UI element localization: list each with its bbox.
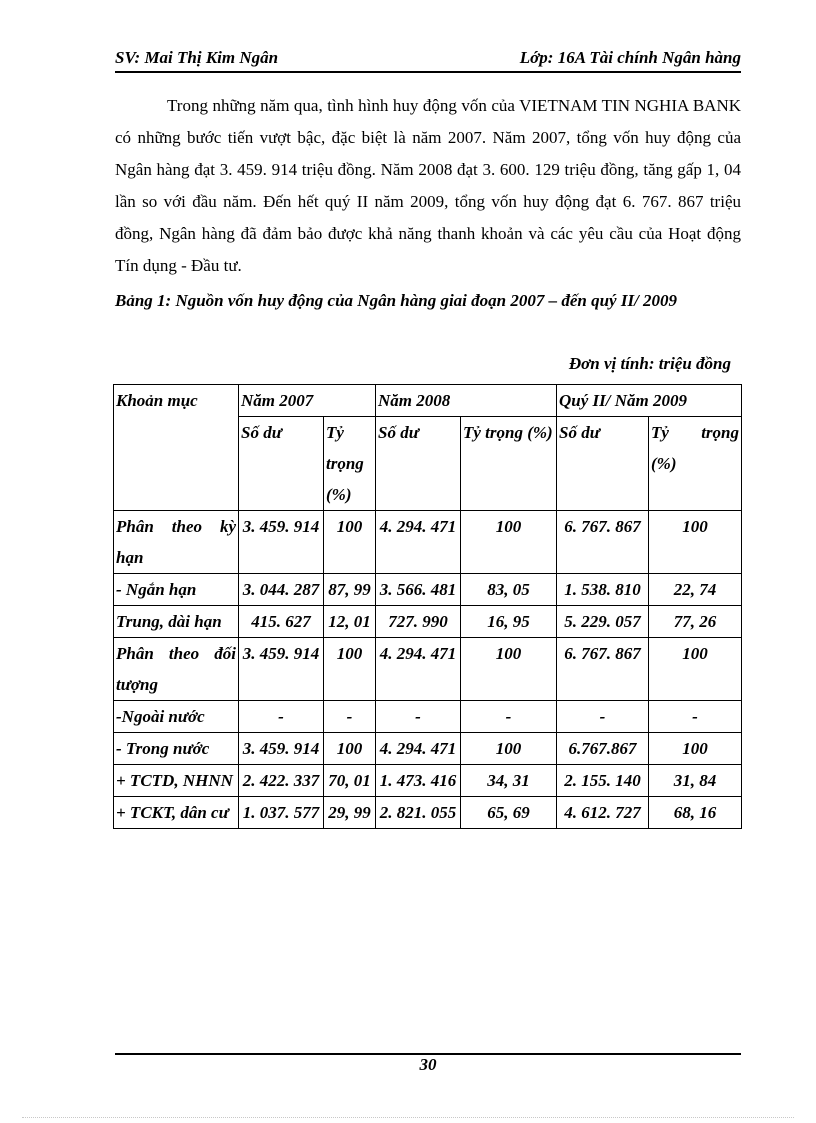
cell-ratio: 100 — [649, 638, 742, 701]
row-label: + TCTD, NHNN — [114, 765, 239, 797]
cell-balance: 4. 294. 471 — [376, 511, 461, 574]
cell-balance: 2. 422. 337 — [239, 765, 324, 797]
page-edge — [22, 1117, 794, 1118]
cell-balance: 2. 155. 140 — [557, 765, 649, 797]
cell-balance: 6. 767. 867 — [557, 511, 649, 574]
table-body — [114, 511, 742, 829]
cell-ratio: 12, 01 — [324, 606, 376, 638]
header-period-2007: Năm 2007 — [239, 385, 376, 417]
cell-balance: 1. 473. 416 — [376, 765, 461, 797]
header-period-2008: Năm 2008 — [376, 385, 557, 417]
cell-balance: 5. 229. 057 — [557, 606, 649, 638]
header-class: Lớp: 16A Tài chính Ngân hàng — [519, 48, 741, 67]
cell-ratio: - — [324, 701, 376, 733]
cell-ratio: 29, 99 — [324, 797, 376, 829]
header-author: SV: Mai Thị Kim Ngân — [115, 48, 279, 67]
cell-ratio: 22, 74 — [649, 574, 742, 606]
table-row — [114, 797, 742, 829]
table-row — [114, 511, 742, 574]
header-divider — [115, 71, 741, 73]
cell-balance: 6. 767. 867 — [557, 638, 649, 701]
table-header-row — [114, 385, 742, 417]
subheader-ratio: Tỷ trọng (%) — [461, 417, 557, 511]
table-row — [114, 765, 742, 797]
cell-ratio: 100 — [324, 638, 376, 701]
cell-ratio: 34, 31 — [461, 765, 557, 797]
cell-balance: 1. 538. 810 — [557, 574, 649, 606]
cell-balance: 6.767.867 — [557, 733, 649, 765]
cell-ratio: 100 — [461, 638, 557, 701]
cell-ratio: 100 — [649, 733, 742, 765]
row-label: Phân theo kỳ hạn — [114, 511, 239, 574]
cell-balance: 4. 612. 727 — [557, 797, 649, 829]
cell-balance: - — [376, 701, 461, 733]
cell-ratio: - — [461, 701, 557, 733]
table-row — [114, 638, 742, 701]
table-row — [114, 733, 742, 765]
cell-ratio: 100 — [461, 511, 557, 574]
cell-ratio: 68, 16 — [649, 797, 742, 829]
row-label: + TCKT, dân cư — [114, 797, 239, 829]
subheader-ratio: Tỷ trọng (%) — [324, 417, 376, 511]
table-row — [114, 606, 742, 638]
cell-balance: 4. 294. 471 — [376, 733, 461, 765]
row-label: Trung, dài hạn — [114, 606, 239, 638]
cell-ratio: 100 — [461, 733, 557, 765]
header-item: Khoản mục — [114, 385, 239, 511]
cell-balance: 415. 627 — [239, 606, 324, 638]
cell-ratio: 65, 69 — [461, 797, 557, 829]
table-caption: Bảng 1: Nguồn vốn huy động của Ngân hàng giai đoạn 2007 – đến quý II/ 2009 — [115, 291, 678, 310]
row-label: Phân theo đối tượng — [114, 638, 239, 701]
cell-balance: - — [557, 701, 649, 733]
cell-ratio: 100 — [324, 511, 376, 574]
table-row — [114, 701, 742, 733]
cell-ratio: - — [649, 701, 742, 733]
page-header — [115, 48, 741, 72]
cell-balance: 727. 990 — [376, 606, 461, 638]
subheader-ratio: Tỷ trọng (%) — [649, 417, 742, 511]
cell-ratio: 100 — [649, 511, 742, 574]
page-number: 30 — [419, 1055, 437, 1074]
cell-ratio: 31, 84 — [649, 765, 742, 797]
cell-ratio: 16, 95 — [461, 606, 557, 638]
row-label: - Trong nước — [114, 733, 239, 765]
cell-ratio: 70, 01 — [324, 765, 376, 797]
cell-balance: - — [239, 701, 324, 733]
row-label: -Ngoài nước — [114, 701, 239, 733]
subheader-balance: Số dư — [557, 417, 649, 511]
subheader-balance: Số dư — [376, 417, 461, 511]
cell-ratio: 77, 26 — [649, 606, 742, 638]
cell-balance: 4. 294. 471 — [376, 638, 461, 701]
cell-balance: 3. 459. 914 — [239, 511, 324, 574]
unit-label: Đơn vị tính: triệu đồng — [568, 354, 731, 373]
table-row — [114, 574, 742, 606]
row-label: - Ngắn hạn — [114, 574, 239, 606]
header-period-q2-2009: Quý II/ Năm 2009 — [557, 385, 742, 417]
cell-ratio: 87, 99 — [324, 574, 376, 606]
cell-balance: 1. 037. 577 — [239, 797, 324, 829]
cell-balance: 3. 566. 481 — [376, 574, 461, 606]
subheader-balance: Số dư — [239, 417, 324, 511]
cell-balance: 3. 459. 914 — [239, 733, 324, 765]
cell-balance: 2. 821. 055 — [376, 797, 461, 829]
body-paragraph: Trong những năm qua, tình hình huy động vốn của VIETNAM TIN NGHIA BANK có những bước tiến vượt bậc, đặc biệt là năm 2007. Năm 2007, tổng vốn huy động của Ngân hàng đạt 3. 459. 914 triệu đồng. Năm 2008 đạt 3. 600. 129 triệu đồng, tăng gấp 1, 04 lần so với đầu năm. Đến hết quý II năm 2009, tổng vốn huy động đạt 6. 767. 867 triệu đồng, Ngân hàng đã đảm bảo được khả năng thanh khoản và các yêu cầu của Hoạt động Tín dụng - Đầu tư. — [115, 96, 741, 275]
cell-ratio: 100 — [324, 733, 376, 765]
cell-balance: 3. 044. 287 — [239, 574, 324, 606]
cell-balance: 3. 459. 914 — [239, 638, 324, 701]
capital-table — [113, 384, 742, 829]
cell-ratio: 83, 05 — [461, 574, 557, 606]
